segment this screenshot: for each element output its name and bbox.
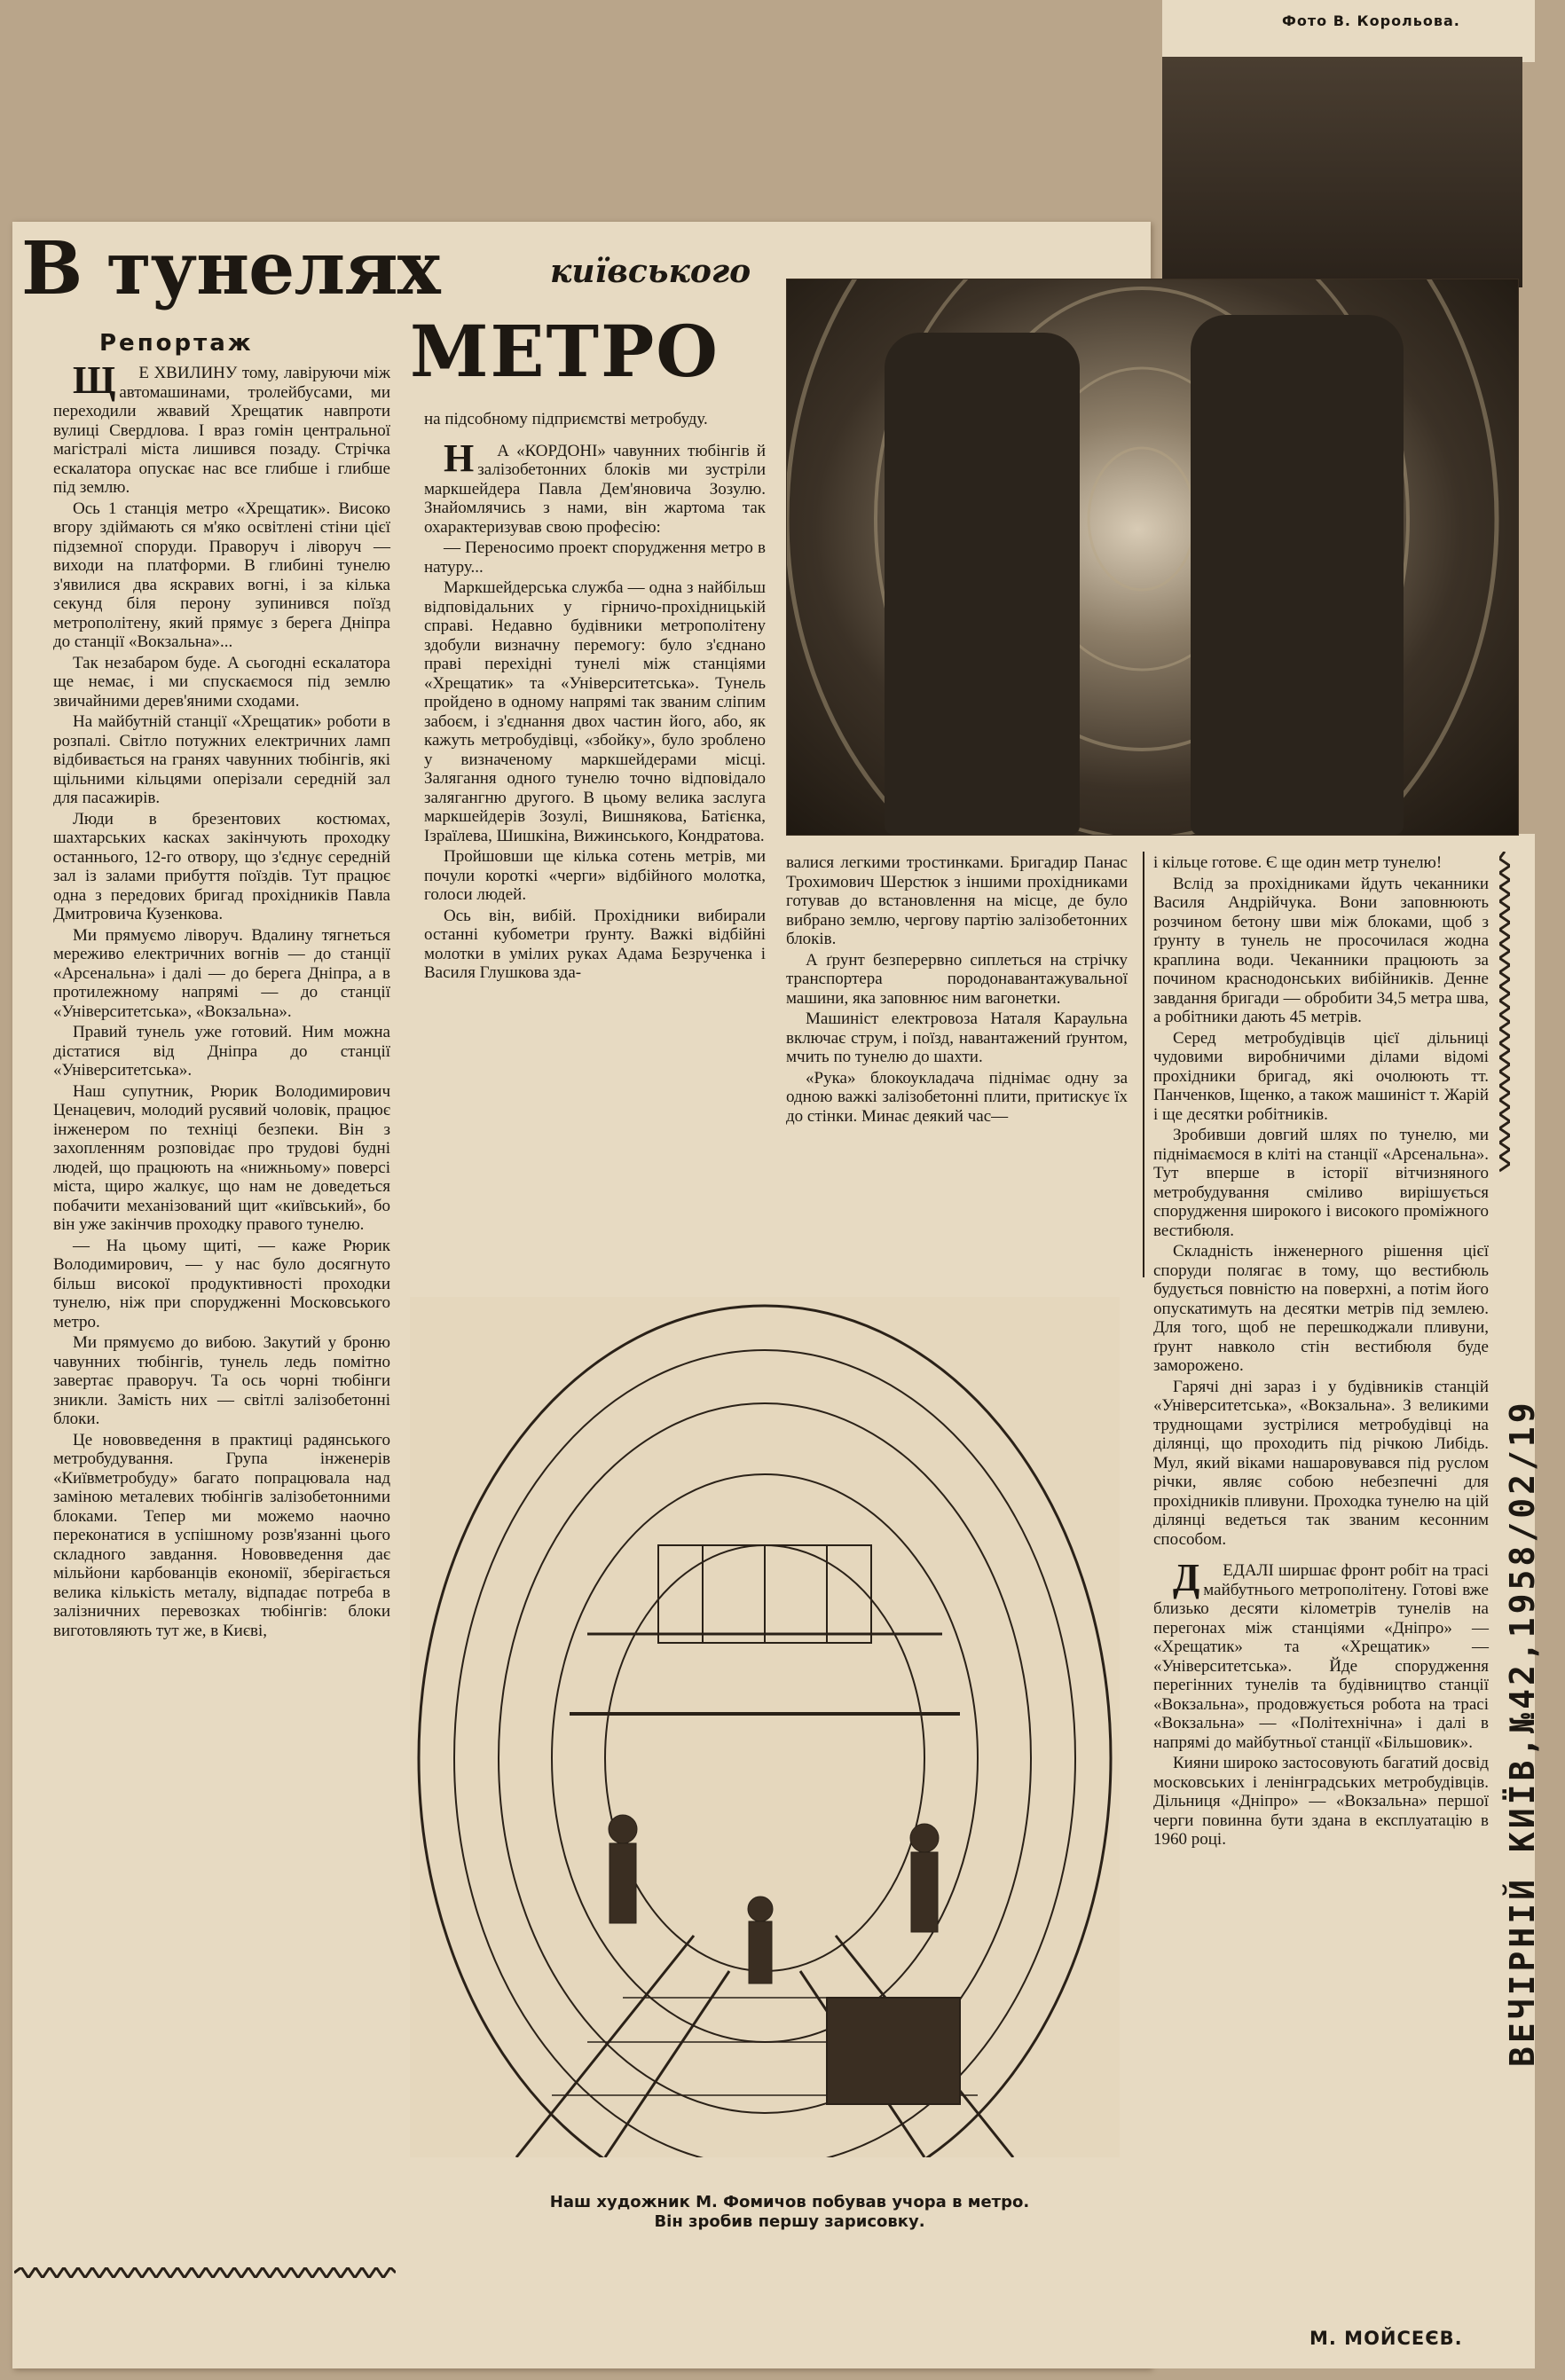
col2-paragraph: Пройшовши ще кілька сотень метрів, ми почули короткі «черги» відбійного молотка, голоси людей. [424, 847, 766, 904]
sketch-drawing [410, 1297, 1120, 2157]
col1-paragraph: Так незабаром буде. А сьогодні ескалатора ще немає, і ми спускаємося під землю звичайними дерев'яними сходами. [53, 653, 390, 711]
zigzag-rule-bottom-left [14, 2267, 396, 2278]
col4-paragraph: Складність інженерного рішення цієї споруди полягає в тому, що вестибюль будується повністю на поверхні, а потім його опускатимуть на десятки метрів під землею. Для того, щоб не перешкоджали пливуни, ґрунт навколо стін вестибюля буде заморожено. [1153, 1242, 1489, 1375]
article-column-2 [424, 410, 766, 985]
col4-paragraph: Серед метробудівців цієї дільниці чудовими виробничими ділами відомі прохідники бригад, які очолюють тт. Панченков, Іщенко, а також машиніст т. Жарій і ще десятки робітників. [1153, 1028, 1489, 1124]
col4-paragraph: і кільце готове. Є ще один метр тунелю! [1153, 853, 1443, 872]
sketch-caption [479, 2193, 1100, 2232]
col1-paragraph: Це нововведення в практиці радянського метробудування. Група інженерів «Київметробуду» багато попрацювала над заміною металевих тюбінгів залізобетонними блоками. Тепер ми можемо наочно переконатися в успішному розв'язанні цього складного завдання. Нововведення дає мільйони карбованців економії, зберігається велика кількість металу, відпадає потреба в залізничних перевозках тюбінгів: блоки виготовляють тут же, в Києві, [53, 1430, 390, 1640]
col3-paragraph: Машиніст електровоза Наталя Караульна включає струм, і поїзд, навантажений ґрунтом, мчить по тунелю до шахти. [786, 1009, 1128, 1066]
col2-paragraph: Ось він, вибій. Прохідники вибирали останні кубометри ґрунту. Важкі відбійні молотки в умілих руках Адама Безрученка і Василя Глушкова зда- [424, 906, 766, 982]
article-column-4 [1153, 853, 1489, 1851]
col4-paragraph: Зробивши довгий шлях по тунелю, ми піднімаємося в кліті на станції «Арсенальна». Тут вперше в історії вітчизняного метробудування сміливо вирішується спорудження широкого і високого проміжного вестибюля. [1153, 1126, 1489, 1240]
col3-paragraph: А ґрунт безперервно сиплеться на стрічку транспортера породонавантажувальної машини, яка заповнює ним вагонетки. [786, 950, 1128, 1008]
col1-paragraph: На майбутній станції «Хрещатик» роботи в розпалі. Світло потужних електричних ламп відбивається на гранях чавунних тюбінгів, які щільними кільцями оперізали середній зал для пасажирів. [53, 712, 390, 807]
col1-paragraph: Наш супутник, Рюрик Володимирович Ценацевич, молодий русявий чоловік, працює інженером по техніці безпеки. Він з захопленням розповідає про трудові будні людей, що працюють на «нижньому» поверсі міста, щиро жалкує, що нам не доведеться побачити механізований щит «київський», бо він уже закінчив проходку правого тунелю. [53, 1081, 390, 1234]
tunnel-sketch [410, 1297, 1120, 2157]
col1-paragraph: Ми прямуємо до вибою. Закутий у броню чавунних тюбінгів, тунель ледь помітно завертає праворуч. Та ось чорні тюбінги зникли. Замість них — світлі залізобетонні блоки. [53, 1333, 390, 1428]
col3-paragraph: валися легкими тростинками. Бригадир Панас Трохимович Шерстюк з іншими прохідниками готував до встановлення на місце, де було вибрано землю, чергову партію залізобетонних блоків. [786, 853, 1128, 948]
col2-paragraph: НА «КОРДОНІ» чавунних тюбінгів й залізобетонних блоків ми зустріли маркшейдера Павла Дем'яновича Зозулю. Знайомлячись з нами, він жартома так охарактеризував свою професію: [424, 436, 766, 537]
col1-paragraph: — На цьому щиті, — каже Рюрик Володимирович, — у нас було досягнуто більш високої продуктивності проходки тунелю, ніж при спорудженні Московського метро. [53, 1236, 390, 1331]
col4-paragraph: Вслід за прохідниками йдуть чеканники Василя Андрійчука. Вони заповнюють розчином бетону шви між блоками, щоб з ґрунту в тунель не просочилася жодна краплина води. Чеканники працюють за почином краснодонських вибійників. Денне завдання бригади — обробити 34,5 метра шва, а робітники дають 45 метрів. [1153, 874, 1489, 1026]
top-clipping [1162, 0, 1535, 62]
worker-right [1191, 315, 1404, 835]
col2-paragraph: на підсобному підприємстві метробуду. [424, 410, 708, 428]
caption-line-1: Наш художник М. Фомичов побував учора в метро. [549, 2193, 1030, 2211]
author-signature: М. МОЙСЕЄВ. [1309, 2328, 1463, 2349]
headline-metro: МЕТРО [410, 310, 720, 393]
col4-paragraph: ДЕДАЛІ ширшає фронт робіт на трасі майбутнього метрополітену. Готові вже близько десяти кілометрів тунелів на перегонах між станціями «Дніпро» — «Хрещатик» та «Хрещатик» — «Університетська». Йде спорудження перегінних тунелів та будівництво станції «Вокзальна», продовжується робота на трасі «Вокзальна» — «Політехнічна» і далі в напрямі до майбутньої станції «Більшовик». [1153, 1556, 1489, 1752]
headline-sub: київського [550, 253, 751, 290]
article-column-3 [786, 853, 1128, 1127]
photo-tunnel-upper [1162, 57, 1522, 287]
rubric-label: Репортаж [99, 330, 254, 357]
col1-paragraph: Ось 1 станція метро «Хрещатик». Високо вгору здіймають ся м'яко освітлені стіни цієї підземної споруди. Праворуч і ліворуч — виходи на платформи. В глибині тунелю з'явилися два яскравих вогні, і за кілька секунд біля перону зупинився поїзд метрополітену, який прямує з берега Дніпра до станції «Вокзальна»... [53, 499, 390, 651]
col1-paragraph: ЩЕ ХВИЛИНУ тому, лавіруючи між автомашинами, тролейбусами, ми переходили жвавий Хрещатик навпроти вулиці Свердлова. І враз гомін центральної магістралі міста лишився позаду. Стрічка ескалатора опускає нас все глибше і глибше під землю. [53, 358, 390, 497]
col4-paragraph: Гарячі дні зараз і у будівників станцій «Університетська», «Вокзальна». З великими труднощами зустрілися метробудівці на ділянці, що проходить під річкою Либідь. Мул, який віками нашаровувався під руслом річки, являє собою небезпечні для прохідників пливуни. Проходка тунелю на цій ділянці ведеться так званим кесонним способом. [1153, 1377, 1489, 1549]
vertical-newspaper-title: ВЕЧІРНІЙ КИЇВ,№42,1958/02/19 [1503, 1399, 1542, 2067]
column-divider [1143, 852, 1144, 1277]
col1-paragraph: Ми прямуємо ліворуч. Вдалину тягнеться мереживо електричних вогнів — до станції «Арсенальна» і далі — до берега Дніпра, а в протилежному напрямі — до станції «Університетська», «Вокзальна». [53, 925, 390, 1021]
col2-paragraph: Маркшейдерська служба — одна з найбільш відповідальних у гірничо-прохідницькій справі. Недавно будівники метрополітену здобули визначну перемогу: було з'єднано праві перехідні тунелі між станціями «Хрещатик» та «Університетська». Тунель пройдено в одному напрямі так званим сліпим забоєм, і з'єднання двох частин його, або, як кажуть метробудівці, «збойку», було зроблено у визначеному маркшейдерами місці. Залягання одного тунелю точно відповідало залягангню другого. В цьому велика заслуга маркшейдерів Зозулі, Вишнякова, Батієнка, Ізраїлева, Шишкіна, Вижинського, Кондратова. [424, 578, 766, 845]
col4-paragraph: Кияни широко застосовують багатий досвід московських і ленінградських метробудівців. Дільниця «Дніпро» — «Вокзальна» першої черги повинна бути здана в експлуатацію в 1960 році. [1153, 1754, 1490, 1849]
photo-two-workers [786, 279, 1519, 836]
headline-main: В тунелях [21, 226, 440, 311]
caption-line-2: Він зробив першу зарисовку. [654, 2212, 925, 2231]
col1-paragraph: Люди в брезентових костюмах, шахтарських касках закінчують проходку останнього, 12-го отвору, що з'єднує середній зал із залами прибуття поїздів. Тут працює одна з передових бригад прохідників Павла Дмитровича Кузенкова. [53, 809, 390, 923]
worker-left [885, 333, 1080, 835]
col3-paragraph: «Рука» блокоукладача піднімає одну за одною важкі залізобетонні плити, притискує їх до стінки. Минає деякий час— [786, 1068, 1128, 1126]
col2-paragraph: — Переносимо проект спорудження метро в натуру... [424, 538, 766, 577]
photo-credit: Фото В. Корольова. [1282, 12, 1460, 29]
article-column-1 [53, 358, 390, 1642]
col1-paragraph: Правий тунель уже готовий. Ним можна дістатися від Дніпра до станції «Університетська». [53, 1023, 390, 1080]
